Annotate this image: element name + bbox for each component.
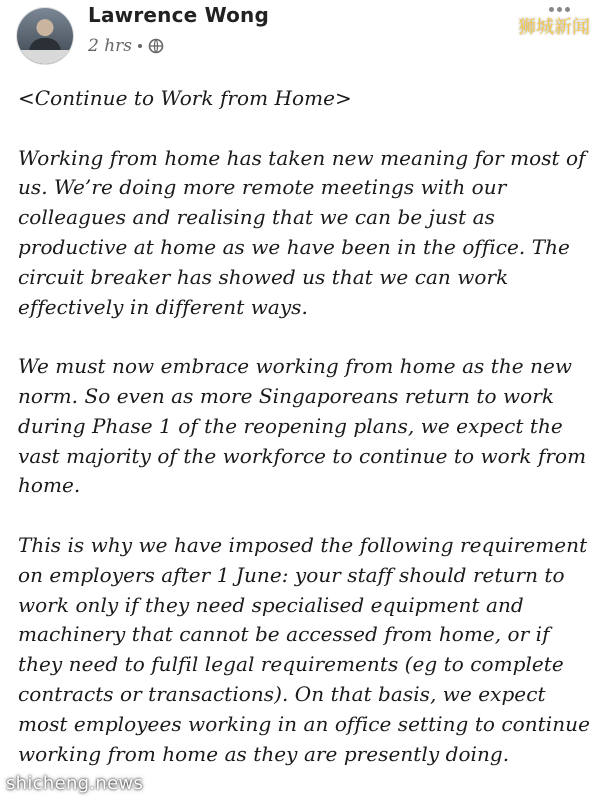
avatar[interactable] — [17, 8, 73, 64]
author-name[interactable]: Lawrence Wong — [88, 3, 270, 27]
avatar-podium — [17, 50, 73, 64]
post-body — [18, 84, 592, 799]
more-dot-3 — [565, 7, 570, 12]
meta-separator-dot — [138, 44, 142, 48]
post-paragraph-2: We must now embrace working from home as the new norm. So even as more Singaporeans return to work during Phase 1 of the reopening plans, we expect the vast majority of the workforce to continue to work from home. — [18, 354, 587, 498]
post-time[interactable]: 2 hrs — [88, 36, 133, 56]
more-options-icon[interactable] — [549, 7, 570, 12]
post-paragraph-1: Working from home has taken new meaning for most of us. We’re doing more remote meetings with our colleagues and realising that we can be just as productive at home as we have been in the office. The circuit breaker has showed us that we can work effectively in different ways. — [18, 145, 586, 319]
more-dot-1 — [549, 7, 554, 12]
top-right-watermark: 狮城新闻 — [518, 17, 590, 38]
post-meta — [88, 36, 164, 56]
post-paragraph-3: This is why we have imposed the following requirement on employers after 1 June: your staff should return to work only if they need specialised equipment and machinery that cannot be accessed from home, or if they need to fulfil legal requirements (eg to complete contracts or transactions). On that basis, we expect most employees working in an office setting to continue working from home as they are presently doing. — [18, 532, 590, 766]
post-title: <Continue to Work from Home> — [18, 86, 352, 110]
post-header — [0, 0, 604, 68]
globe-icon — [148, 38, 164, 54]
more-dot-2 — [557, 7, 562, 12]
bottom-left-watermark: shicheng.news — [6, 773, 144, 794]
